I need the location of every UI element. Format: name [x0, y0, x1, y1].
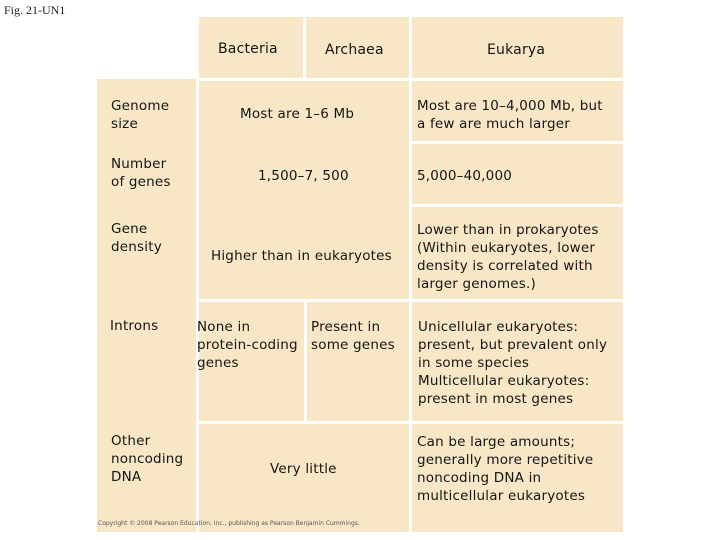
- row-label-genome-size: Genome size: [111, 98, 170, 132]
- header-bacteria: Bacteria: [218, 41, 278, 57]
- cell-genome-size-prokaryotes: Most are 1–6 Mb: [240, 106, 355, 122]
- column-divider: [196, 17, 199, 532]
- cell-introns-bacteria: None in protein-coding genes: [197, 319, 298, 371]
- column-divider: [303, 17, 306, 79]
- cell-number-of-genes-prokaryotes: 1,500–7, 500: [258, 168, 349, 184]
- cell-introns-eukarya: Unicellular eukaryotes: present, but prevalent only in some species Multicellular eukaryotes: present in most genes: [418, 319, 608, 407]
- row-divider: [409, 204, 623, 207]
- row-divider: [409, 141, 623, 144]
- cell-noncoding-eukarya: Can be large amounts; generally more repetitive noncoding DNA in multicellular eukaryotes: [417, 434, 594, 504]
- row-label-introns: Introns: [110, 318, 159, 334]
- copyright-notice: Copyright © 2008 Pearson Education, Inc., publishing as Pearson Benjamin Cummings.: [98, 520, 360, 527]
- figure-label: Fig. 21-UN1: [4, 3, 66, 17]
- row-divider: [196, 78, 623, 81]
- row-divider: [196, 299, 623, 302]
- table-corner: [97, 17, 198, 79]
- header-archaea: Archaea: [325, 42, 384, 58]
- cell-gene-density-eukarya: Lower than in prokaryotes (Within eukaryotes, lower density is correlated with larger genomes.): [417, 222, 599, 292]
- column-divider: [409, 17, 412, 532]
- cell-gene-density-prokaryotes: Higher than in eukaryotes: [211, 248, 392, 264]
- header-eukarya: Eukarya: [487, 42, 546, 58]
- row-label-number-of-genes: Number of genes: [111, 156, 171, 190]
- cell-genome-size-eukarya: Most are 10–4,000 Mb, but a few are much larger: [417, 98, 603, 132]
- column-divider: [304, 300, 307, 422]
- row-divider: [196, 421, 623, 424]
- cell-noncoding-prokaryotes: Very little: [270, 461, 337, 477]
- cell-number-of-genes-eukarya: 5,000–40,000: [417, 168, 513, 184]
- cell-introns-archaea: Present in some genes: [311, 319, 395, 353]
- row-label-gene-density: Gene density: [111, 221, 162, 255]
- row-label-other-noncoding-dna: Other noncoding DNA: [111, 433, 184, 485]
